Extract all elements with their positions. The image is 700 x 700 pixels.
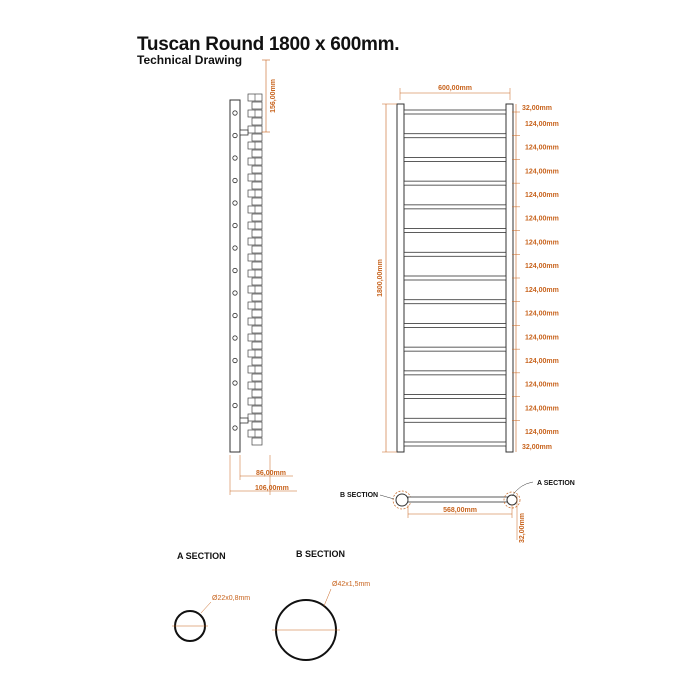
mount-dot [233, 178, 237, 182]
dim-spacing: 124,00mm [525, 215, 559, 223]
dim-top-gap: 32,00mm [522, 105, 552, 112]
rail [404, 229, 506, 233]
dim-spacing: 124,00mm [525, 310, 559, 318]
dim-spacing: 124,00mm [525, 263, 559, 271]
section-a-title: A SECTION [177, 551, 226, 561]
side-mount-dots [233, 111, 237, 430]
dim-spacing: 124,00mm [525, 120, 559, 128]
rail [404, 276, 506, 280]
rail [404, 205, 506, 209]
section-b-title: B SECTION [296, 549, 346, 559]
side-wall-pattern [248, 94, 262, 445]
left-upright [397, 104, 404, 452]
wall-bracket-top [240, 130, 248, 135]
wall-bracket-bottom [240, 418, 248, 423]
rail [404, 110, 506, 114]
a-section-marker [507, 495, 517, 505]
b-section-callout: B SECTION [340, 492, 379, 499]
rail [404, 181, 506, 185]
mount-dot [233, 133, 237, 137]
a-section-callout: A SECTION [537, 480, 575, 487]
dim-height: 1800,00mm [377, 259, 384, 297]
section-b-dim: Ø42x1,5mm [332, 581, 371, 588]
rail [404, 323, 506, 327]
rail [404, 442, 506, 446]
right-upright [506, 104, 513, 452]
rail [404, 157, 506, 161]
page-title: Tuscan Round 1800 x 600mm. [137, 34, 400, 55]
mount-dot [233, 336, 237, 340]
dim-spacing: 124,00mm [525, 168, 559, 176]
side-view [230, 60, 297, 495]
dim-spacing: 124,00mm [525, 381, 559, 389]
dim-top-offset: 156,00mm [270, 79, 277, 113]
section-a [172, 551, 250, 641]
dim-width: 600,00mm [438, 85, 472, 92]
dim-spacing: 124,00mm [525, 144, 559, 152]
mount-dot [233, 111, 237, 115]
section-a-dim: Ø22x0,8mm [212, 595, 251, 602]
rail [404, 134, 506, 138]
spacing-dims [512, 112, 559, 436]
dim-bottom-gap: 32,00mm [522, 444, 552, 451]
rail [404, 418, 506, 422]
mount-dot [233, 268, 237, 272]
mount-dot [233, 426, 237, 430]
rail [404, 371, 506, 375]
b-section-marker [396, 494, 408, 506]
dim-depth-outer: 106,00mm [255, 485, 289, 492]
mount-dot [233, 201, 237, 205]
dim-spacing: 124,00mm [525, 239, 559, 247]
dim-spacing: 124,00mm [525, 405, 559, 413]
dim-spacing: 124,00mm [525, 286, 559, 294]
front-view [377, 85, 559, 452]
mount-dot [233, 313, 237, 317]
front-rails [404, 110, 506, 446]
mount-dot [233, 403, 237, 407]
dim-spacing: 124,00mm [525, 358, 559, 365]
rail [404, 300, 506, 304]
dim-depth-inner: 86,00mm [256, 470, 286, 477]
top-view [340, 480, 575, 543]
mount-dot [233, 358, 237, 362]
mount-dot [233, 223, 237, 227]
side-upright [230, 100, 240, 452]
page-subtitle: Technical Drawing [137, 53, 243, 67]
mount-dot [233, 156, 237, 160]
dim-spacing: 124,00mm [525, 192, 559, 199]
dim-rail-length: 568,00mm [443, 507, 477, 514]
dim-spacing: 124,00mm [525, 334, 559, 342]
rail [404, 252, 506, 256]
dim-spacing: 124,00mm [525, 429, 559, 437]
mount-dot [233, 381, 237, 385]
rail [404, 395, 506, 399]
rail [404, 347, 506, 351]
dim-rail-depth: 32,00mm [519, 513, 526, 543]
top-rail [408, 497, 512, 502]
mount-dot [233, 246, 237, 250]
mount-dot [233, 291, 237, 295]
section-b [272, 549, 370, 660]
